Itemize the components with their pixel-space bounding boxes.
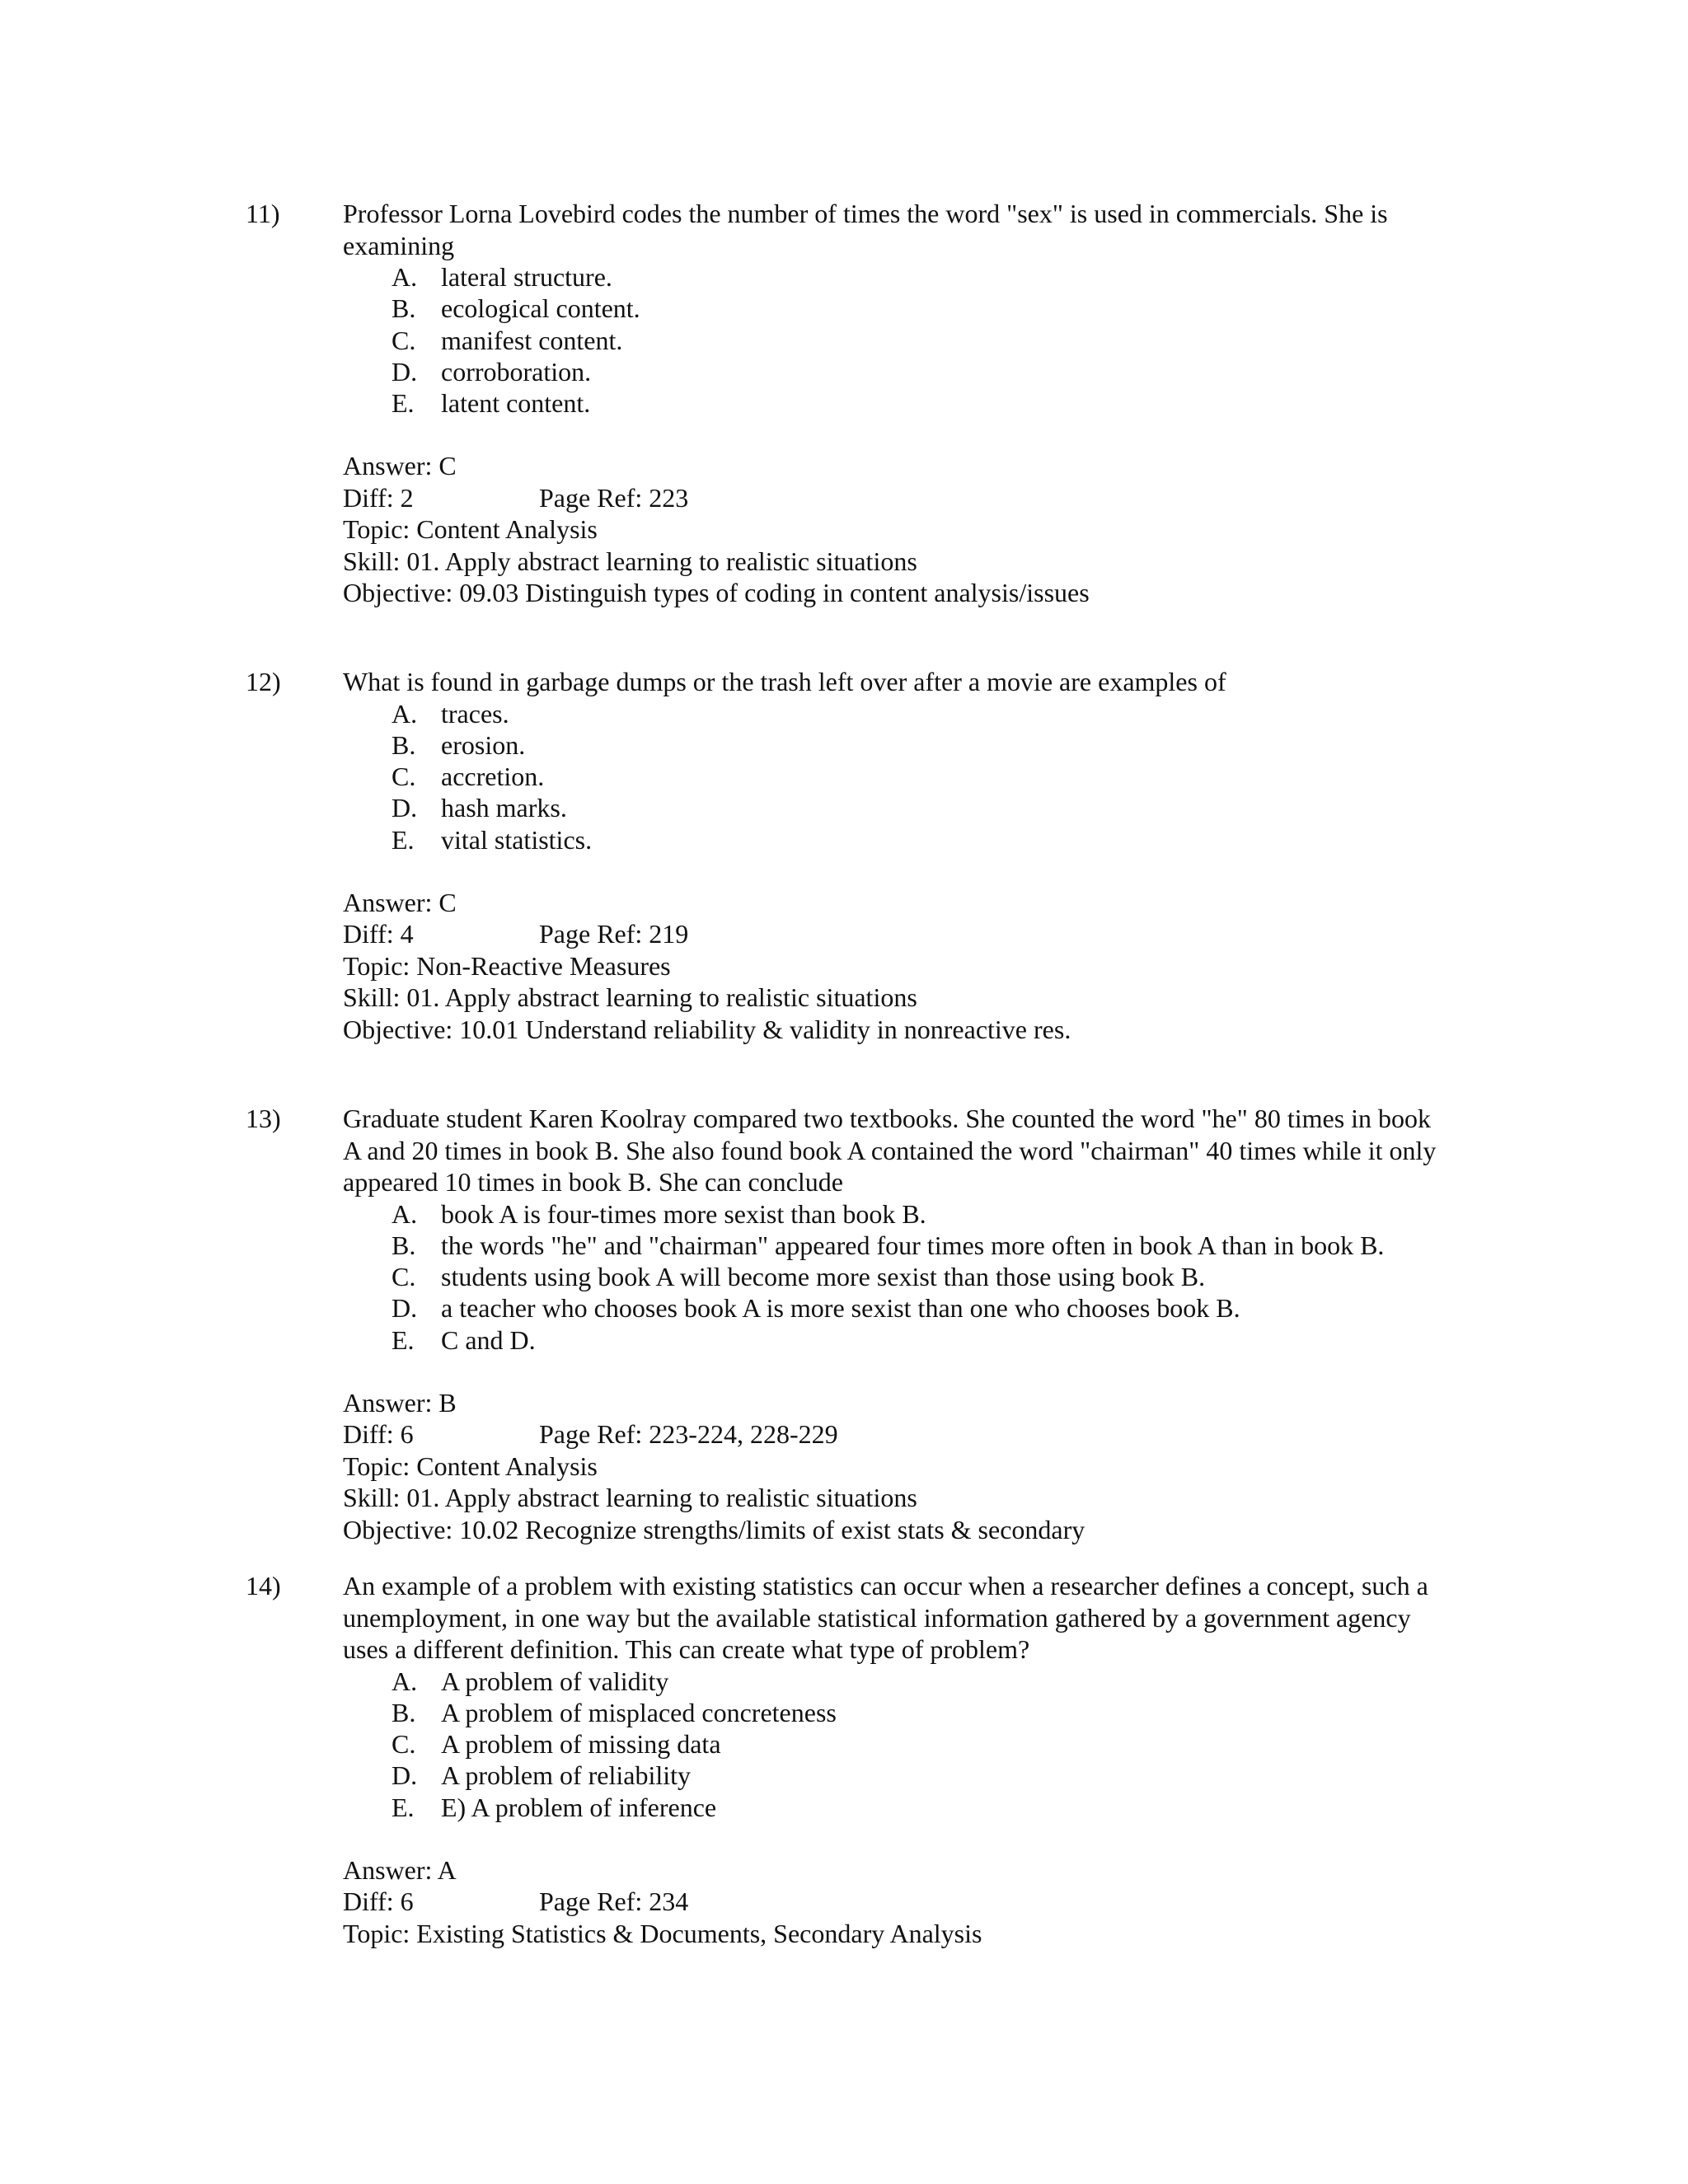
option-text: C and D.: [441, 1324, 536, 1355]
option-text: book A is four-times more sexist than book B.: [441, 1198, 926, 1229]
option-letter: E.: [392, 1324, 415, 1355]
option-text: erosion.: [441, 729, 526, 760]
page-ref: Page Ref: 219: [539, 919, 689, 949]
answer-line: Answer: A: [343, 1854, 457, 1885]
objective-line: Objective: 10.01 Understand reliability & validity in nonreactive res.: [343, 1014, 1071, 1044]
question-stem: Professor Lorna Lovebird codes the number of times the word "sex" is used in commercials. She is examining: [343, 199, 1388, 260]
option-letter: C.: [392, 762, 416, 792]
topic-line: Topic: Existing Statistics & Documents, Secondary Analysis: [343, 1918, 982, 1948]
option-d: [343, 356, 1447, 387]
option-text: accretion.: [441, 762, 545, 792]
objective-line: Objective: 10.02 Recognize strengths/limits of exist stats & secondary: [343, 1514, 1085, 1544]
option-b: [343, 1697, 1447, 1728]
option-b: [343, 293, 1447, 324]
option-text: latent content.: [441, 388, 591, 419]
option-text: a teacher who chooses book A is more sexist than one who chooses book B.: [441, 1293, 1240, 1324]
answer-options: [343, 1198, 1447, 1356]
page-ref: Page Ref: 223-224, 228-229: [539, 1419, 838, 1450]
topic-line: Topic: Content Analysis: [343, 514, 598, 545]
option-d: [343, 792, 1447, 823]
option-a: [343, 1666, 1447, 1697]
option-b: [343, 729, 1447, 761]
question-metadata: [343, 887, 1447, 1045]
option-text: A problem of reliability: [441, 1760, 692, 1791]
option-d: [343, 1292, 1447, 1324]
option-letter: D.: [392, 356, 418, 387]
question-body: [343, 1570, 1447, 1949]
option-letter: A.: [392, 262, 418, 292]
page-ref: Page Ref: 234: [539, 1886, 689, 1917]
option-c: [343, 761, 1447, 792]
option-text: A problem of missing data: [441, 1729, 721, 1760]
option-letter: E.: [392, 1792, 415, 1822]
question-stem: What is found in garbage dumps or the trash left over after a movie are examples of: [343, 667, 1226, 696]
option-letter: B.: [392, 1697, 416, 1727]
answer-line: Answer: C: [343, 451, 457, 481]
diff-line: [343, 1418, 1447, 1450]
question-number: 12): [246, 667, 281, 696]
option-text: E) A problem of inference: [441, 1792, 717, 1822]
option-c: [343, 325, 1447, 356]
option-letter: D.: [392, 1760, 418, 1791]
option-letter: D.: [392, 793, 418, 823]
option-letter: C.: [392, 325, 416, 355]
option-letter: C.: [392, 1262, 416, 1292]
answer-line: Answer: B: [343, 1387, 457, 1418]
skill-line: Skill: 01. Apply abstract learning to realistic situations: [343, 982, 917, 1013]
diff-line: [343, 482, 1447, 513]
skill-line: Skill: 01. Apply abstract learning to realistic situations: [343, 546, 917, 576]
question-metadata: [343, 1854, 1447, 1949]
option-b: [343, 1230, 1447, 1261]
difficulty: Diff: 2: [343, 482, 414, 513]
question-body: [343, 198, 1447, 609]
option-a: [343, 261, 1447, 293]
option-text: corroboration.: [441, 356, 592, 387]
option-a: [343, 698, 1447, 729]
option-text: lateral structure.: [441, 262, 612, 292]
answer-options: [343, 698, 1447, 855]
option-text: ecological content.: [441, 293, 640, 324]
option-letter: A.: [392, 1666, 418, 1696]
difficulty: Diff: 4: [343, 919, 414, 949]
answer-line: Answer: C: [343, 887, 457, 917]
option-text: A problem of validity: [441, 1666, 669, 1696]
option-text: vital statistics.: [441, 824, 593, 855]
option-letter: A.: [392, 1198, 418, 1229]
option-e: [343, 1324, 1447, 1356]
option-letter: A.: [392, 698, 418, 729]
question-stem: Graduate student Karen Koolray compared two textbooks. She counted the word "he" 80 times in book A and 20 times in book B. She also found book A contained the word "chairman" 40 times while it only appeared 10 times in book B. She can conclude: [343, 1104, 1437, 1197]
skill-line: Skill: 01. Apply abstract learning to realistic situations: [343, 1483, 917, 1513]
option-text: traces.: [441, 698, 509, 729]
option-d: [343, 1760, 1447, 1791]
option-c: [343, 1728, 1447, 1760]
question-body: [343, 1103, 1447, 1545]
difficulty: Diff: 6: [343, 1886, 414, 1917]
option-letter: C.: [392, 1729, 416, 1760]
topic-line: Topic: Content Analysis: [343, 1451, 598, 1481]
option-letter: D.: [392, 1293, 418, 1324]
question-number: 13): [246, 1104, 281, 1133]
topic-line: Topic: Non-Reactive Measures: [343, 950, 671, 981]
option-text: A problem of misplaced concreteness: [441, 1697, 837, 1727]
difficulty: Diff: 6: [343, 1419, 414, 1450]
option-e: [343, 824, 1447, 855]
option-letter: B.: [392, 1230, 416, 1260]
option-letter: B.: [392, 293, 416, 324]
option-text: the words "he" and "chairman" appeared four times more often in book A than in book B.: [441, 1230, 1385, 1260]
diff-line: [343, 1886, 1447, 1917]
answer-options: [343, 261, 1447, 419]
question-number: 11): [246, 199, 280, 228]
question-number: 14): [246, 1571, 281, 1601]
objective-line: Objective: 09.03 Distinguish types of coding in content analysis/issues: [343, 578, 1090, 608]
question-metadata: [343, 450, 1447, 608]
page-ref: Page Ref: 223: [539, 482, 689, 513]
option-letter: B.: [392, 729, 416, 760]
option-e: [343, 387, 1447, 419]
question-metadata: [343, 1387, 1447, 1545]
option-text: manifest content.: [441, 325, 623, 355]
option-c: [343, 1261, 1447, 1292]
diff-line: [343, 918, 1447, 949]
option-a: [343, 1198, 1447, 1230]
question-stem: An example of a problem with existing statistics can occur when a researcher defines a concept, such a unemployment, in one way but the available statistical information gathered by a government agency uses a different definition. This can create what type of problem?: [343, 1571, 1428, 1664]
answer-options: [343, 1666, 1447, 1823]
option-letter: E.: [392, 388, 415, 419]
option-text: hash marks.: [441, 793, 567, 823]
question-body: [343, 666, 1447, 1045]
option-e: [343, 1792, 1447, 1823]
option-text: students using book A will become more sexist than those using book B.: [441, 1262, 1206, 1292]
option-letter: E.: [392, 824, 415, 855]
